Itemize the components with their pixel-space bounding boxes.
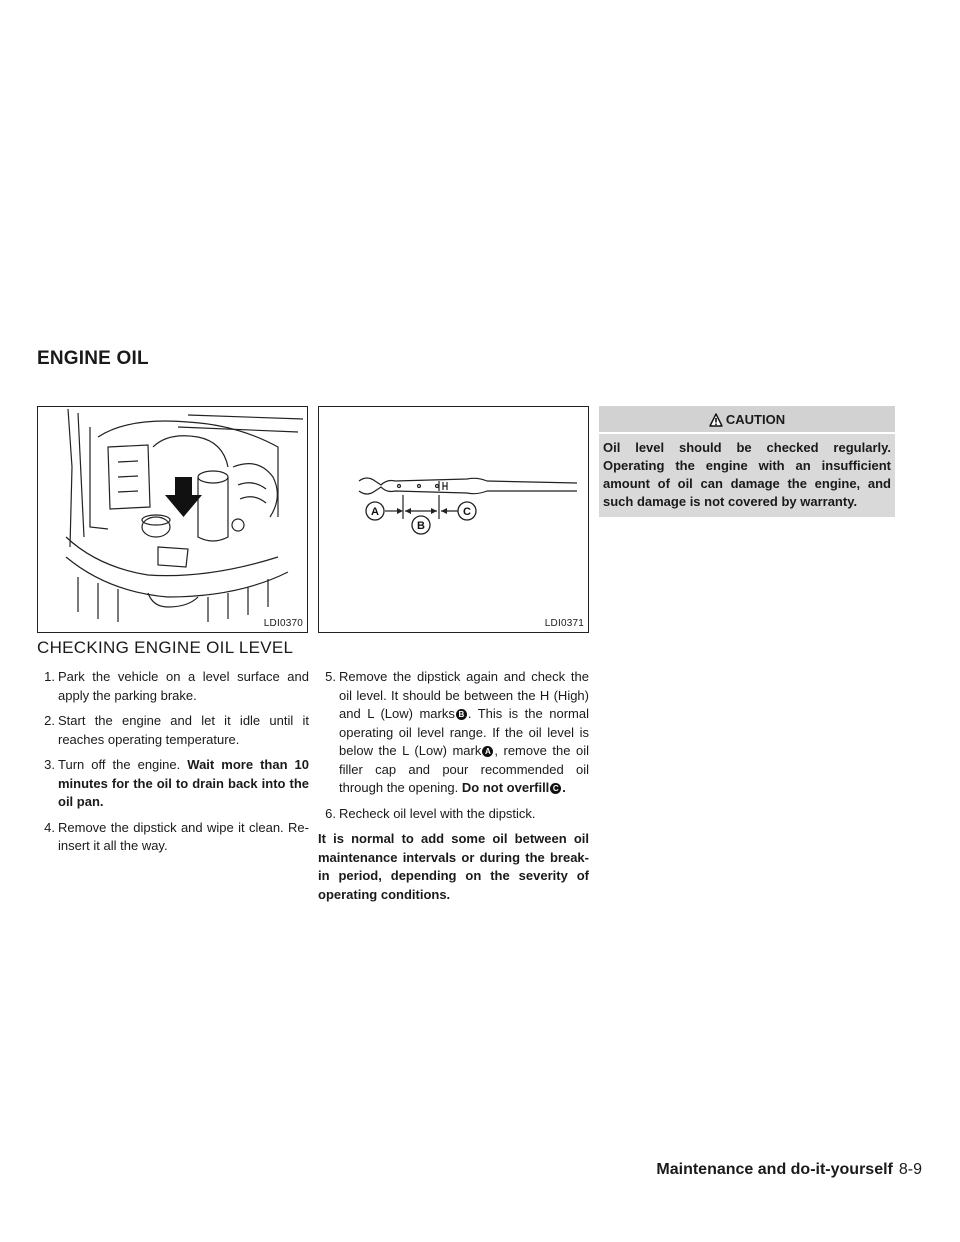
marker-b-icon: B: [456, 709, 467, 720]
step-item: 5. Remove the dipstick again and check the oil level. It should be between the H (High) and L (Low) marks B . This is the normal operating oil level range. If the oil level is below the L (Low) mark A , remove the oil filler cap and pour recommended oil through the opening. Do not overfill C .: [325, 669, 589, 795]
page-number: 8-9: [898, 1161, 922, 1178]
caution-box: [599, 406, 895, 517]
caution-header: [599, 406, 895, 434]
engine-compartment-figure: [37, 406, 308, 633]
warning-icon: [709, 413, 723, 427]
step-item: 4. Remove the dipstick and wipe it clean. Re-insert it all the way.: [44, 819, 309, 853]
dipstick-illustration: [319, 407, 589, 633]
caution-text: Oil level should be checked regularly. Operating the engine with an insufficient amount of oil can damage the engine, and such damage is not covered by warranty.: [603, 440, 891, 509]
footer-section: Maintenance and do-it-yourself: [656, 1161, 893, 1178]
dipstick-label-b: B: [417, 520, 425, 532]
dipstick-label-a: A: [371, 506, 379, 518]
step-item: 2. Start the engine and let it idle until it reaches operating temperature.: [44, 713, 309, 747]
engine-illustration: [38, 407, 308, 633]
note-text: It is normal to add some oil between oil maintenance intervals or during the break-in period, depending on the severity of operating conditions.: [318, 831, 589, 902]
marker-c-icon: C: [550, 783, 561, 794]
procedure-heading: CHECKING ENGINE OIL LEVEL: [37, 638, 294, 657]
steps-column-left: [37, 668, 309, 863]
step-item: 3. Turn off the engine. Wait more than 10 minutes for the oil to drain back into the oil pan.: [44, 757, 309, 809]
page-footer: [656, 1161, 922, 1179]
step-item: 6. Recheck oil level with the dipstick.: [325, 805, 536, 821]
dipstick-label-c: C: [463, 506, 471, 518]
steps-column-right: [318, 668, 589, 904]
section-title: ENGINE OIL: [37, 348, 149, 369]
dipstick-figure: [318, 406, 589, 633]
figure-code: LDI0370: [263, 618, 303, 629]
marker-a-icon: A: [482, 746, 493, 757]
step-item: 1. Park the vehicle on a level surface and apply the parking brake.: [44, 669, 309, 703]
figure-code: LDI0371: [544, 618, 584, 629]
caution-title: CAUTION: [725, 412, 786, 427]
